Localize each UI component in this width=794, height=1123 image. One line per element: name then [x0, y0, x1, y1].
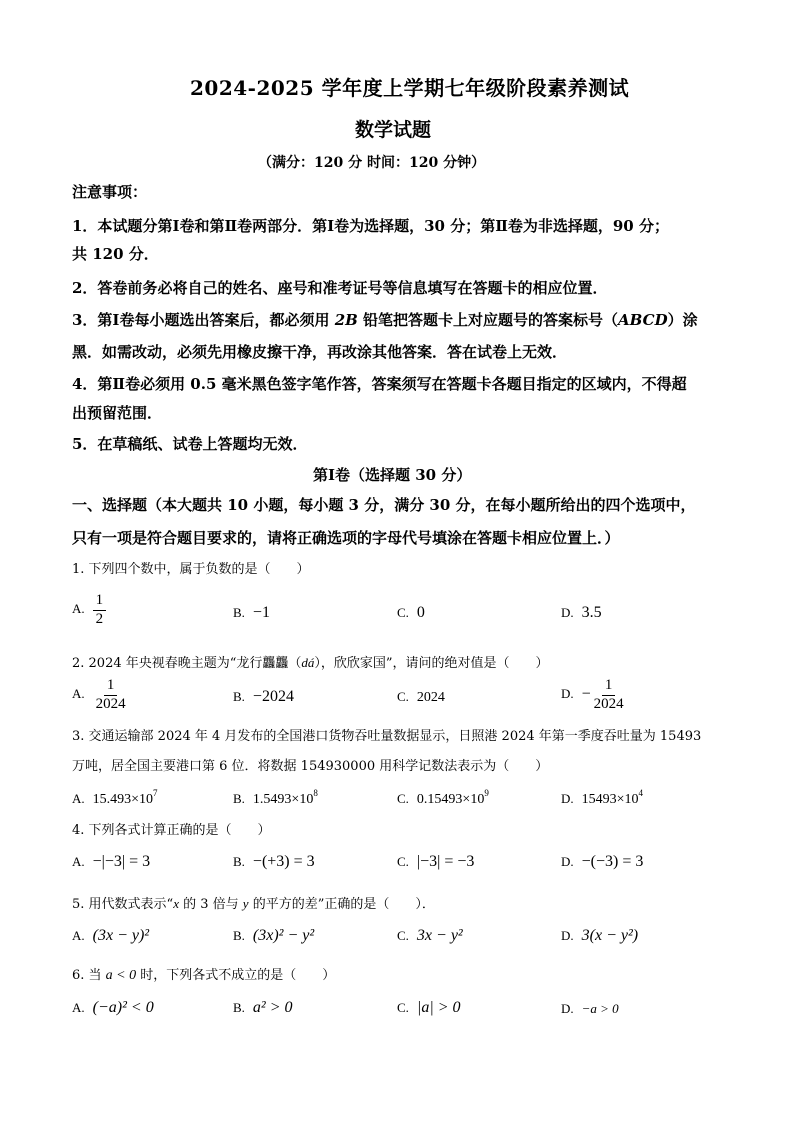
- question-1-option-a: [72, 593, 106, 628]
- question-5-option-d: [561, 927, 638, 945]
- stem-text: 6. 当: [72, 968, 106, 983]
- option-label: B.: [233, 928, 245, 943]
- minus-sign: −: [581, 685, 591, 703]
- option-value: |a| > 0: [416, 999, 461, 1016]
- option-label: C.: [397, 854, 409, 869]
- stem-pinyin: dá: [301, 655, 315, 670]
- option-label: D.: [561, 791, 574, 806]
- option-value: 15493×10: [581, 792, 639, 807]
- question-6-option-c: [397, 999, 461, 1017]
- note-4-line-2: 出预留范围．: [72, 404, 163, 422]
- question-3-stem-line-2: 万吨，居全国主要港口第 6 位．将数据 154930000 用科学记数法表示为（ ）: [72, 759, 549, 774]
- notes-heading: 注意事项：: [72, 183, 148, 201]
- option-label: A.: [72, 601, 85, 617]
- question-4-option-a: [72, 853, 150, 871]
- stem-text: 的平方的差”正确的是（ ）．: [248, 897, 435, 912]
- question-2-stem: [72, 652, 549, 671]
- option-value: a² > 0: [252, 999, 293, 1016]
- question-6-option-b: [233, 999, 293, 1017]
- question-4-option-c: [397, 853, 474, 871]
- question-3-option-b: [233, 788, 318, 808]
- question-3-option-c: [397, 788, 489, 808]
- option-label: A.: [72, 928, 85, 943]
- option-label: D.: [561, 605, 574, 620]
- option-value: 0.15493×10: [416, 792, 485, 807]
- option-value: 0: [416, 604, 425, 621]
- fraction-denominator: 2: [95, 610, 104, 627]
- option-value: (3x − y)²: [92, 927, 150, 944]
- section-intro-line-1: 一、选择题（本大题共 10 小题，每小题 3 分，满分 30 分，在每小题所给出的四个选项中，: [72, 496, 696, 514]
- option-label: A.: [72, 1000, 85, 1015]
- variable-y: y: [242, 896, 249, 911]
- option-value: 15.493×10: [92, 792, 154, 807]
- question-1-option-d: [561, 604, 602, 622]
- condition: a < 0: [105, 968, 137, 983]
- option-label: D.: [561, 1001, 574, 1016]
- option-label: B.: [233, 854, 245, 869]
- option-value: 1.5493×10: [252, 792, 314, 807]
- note-3-text-b: 铅笔把答题卡上对应题号的答案标号（: [357, 311, 619, 329]
- fraction-denominator: 2024: [95, 695, 126, 712]
- option-value: (−a)² < 0: [92, 999, 154, 1016]
- note-3-abcd: ABCD: [618, 311, 668, 329]
- question-3-option-d: [561, 788, 643, 808]
- question-2-option-c: [397, 689, 445, 706]
- question-6-stem: [72, 964, 335, 984]
- option-label: C.: [397, 689, 409, 704]
- exponent: 8: [313, 788, 318, 798]
- question-4-option-b: [233, 853, 315, 871]
- note-1-line-2: 共 120 分．: [72, 245, 159, 263]
- section-heading: 第Ⅰ卷（选择题 30 分）: [313, 466, 472, 484]
- exam-title: 2024-2025 学年度上学期七年级阶段素养测试: [190, 76, 630, 100]
- option-value: −(−3) = 3: [581, 853, 644, 870]
- note-3-text-c: ）涂: [667, 311, 698, 329]
- question-1-stem: 1. 下列四个数中，属于负数的是（ ）: [72, 562, 310, 577]
- note-4-line-1: 4．第Ⅱ卷必须用 0.5 毫米黑色签字笔作答，答案须写在答题卡各题目指定的区域内，不得超: [72, 375, 687, 393]
- option-value: (3x)² − y²: [252, 927, 315, 944]
- stem-text: ），欣欣家国”，请问的绝对值是（ ）: [314, 656, 549, 671]
- option-value: −a > 0: [581, 1001, 619, 1016]
- option-label: D.: [561, 686, 574, 702]
- option-value: −2024: [252, 688, 294, 705]
- exponent: 7: [153, 788, 158, 798]
- option-label: B.: [233, 689, 245, 704]
- question-2-option-b: [233, 688, 294, 706]
- fraction-denominator: 2024: [593, 695, 624, 712]
- question-6-option-d: [561, 1001, 619, 1018]
- fraction-numerator: 1: [104, 678, 118, 696]
- option-label: B.: [233, 1000, 245, 1015]
- option-label: B.: [233, 791, 245, 806]
- fraction-numerator: 1: [93, 593, 107, 611]
- option-label: C.: [397, 1000, 409, 1015]
- option-value: |−3| = −3: [416, 853, 475, 870]
- option-value: −1: [252, 604, 270, 621]
- stem-text: 5. 用代数式表示“: [72, 897, 174, 912]
- option-label: B.: [233, 605, 245, 620]
- stem-text: 2. 2024 年央视春晚主题为“龙行龘龘（: [72, 656, 302, 671]
- section-intro-line-2: 只有一项是符合题目要求的，请将正确选项的字母代号填涂在答题卡相应位置上．）: [72, 529, 620, 547]
- fraction: [93, 678, 129, 713]
- subject-title: 数学试题: [355, 119, 432, 141]
- note-3-line-2: 黑．如需改动，必须先用橡皮擦干净，再改涂其他答案．答在试卷上无效．: [72, 343, 568, 361]
- option-value: 3.5: [581, 604, 602, 621]
- note-2: 2．答卷前务必将自己的姓名、座号和准考证号等信息填写在答题卡的相应位置．: [72, 279, 608, 297]
- fraction-numerator: 1: [602, 678, 616, 696]
- stem-text: 的 3 倍与: [178, 897, 243, 912]
- question-3-option-a: [72, 788, 158, 808]
- option-value: 3(x − y²): [581, 927, 639, 944]
- option-value: −|−3| = 3: [92, 853, 151, 870]
- option-label: C.: [397, 928, 409, 943]
- note-3-text-a: 3．第Ⅰ卷每小题选出答案后，都必须用: [72, 311, 335, 329]
- option-label: A.: [72, 854, 85, 869]
- exponent: 4: [638, 788, 644, 798]
- exponent: 9: [484, 788, 489, 798]
- fraction: [591, 678, 627, 713]
- question-5-option-c: [397, 927, 463, 945]
- option-value: 3x − y²: [416, 927, 463, 944]
- question-1-option-c: [397, 604, 425, 622]
- option-label: D.: [561, 854, 574, 869]
- question-2-option-a: [72, 678, 129, 713]
- stem-text: 时，下列各式不成立的是（ ）: [136, 968, 336, 983]
- option-label: D.: [561, 928, 574, 943]
- option-label: C.: [397, 791, 409, 806]
- option-label: A.: [72, 791, 85, 806]
- question-1-option-b: [233, 604, 270, 622]
- option-value: −(+3) = 3: [252, 853, 315, 870]
- variable-x: x: [173, 896, 179, 911]
- question-6-option-a: [72, 999, 154, 1017]
- question-4-stem: 4. 下列各式计算正确的是（ ）: [72, 823, 271, 838]
- question-3-stem-line-1: 3. 交通运输部 2024 年 4 月发布的全国港口货物吞吐量数据显示，日照港 2024 年第一季度吞吐量为 15493: [72, 729, 702, 744]
- option-label: A.: [72, 686, 85, 702]
- option-label: C.: [397, 605, 409, 620]
- question-5-option-b: [233, 927, 314, 945]
- question-2-option-d: [561, 678, 627, 713]
- exam-meta: （满分：120 分 时间：120 分钟）: [258, 155, 486, 171]
- note-5: 5．在草稿纸、试卷上答题均无效．: [72, 435, 308, 453]
- note-1-line-1: 1．本试题分第Ⅰ卷和第Ⅱ卷两部分．第Ⅰ卷为选择题，30 分；第Ⅱ卷为非选择题，90 分；: [72, 217, 669, 235]
- note-3-line-1: [72, 309, 698, 330]
- option-value: 2024: [416, 690, 445, 705]
- question-4-option-d: [561, 853, 643, 871]
- fraction: [93, 593, 107, 628]
- question-5-option-a: [72, 927, 149, 945]
- note-3-2b: 2B: [334, 311, 358, 329]
- question-5-stem: [72, 893, 435, 912]
